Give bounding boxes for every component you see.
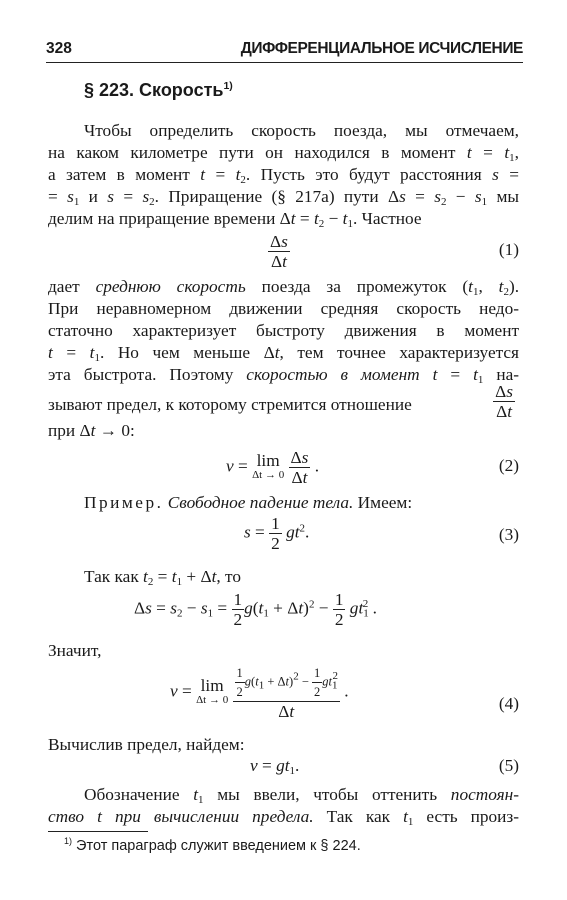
equation-3: s = $\frac{1}{2}$ $gt^2$. xyxy=(244,514,310,553)
text-line: делим на приращение времени $\Delta t = t_2 - t_1$. Частное xyxy=(48,209,422,230)
text-line: Обозначение $t_1$ мы ввели, чтобы оттенить постоян- xyxy=(84,785,520,806)
equation-number: (1) xyxy=(498,240,519,259)
text-line: ство t при вычислении предела. Так как $t_1$ есть произ- xyxy=(48,807,520,828)
text-line: дает среднюю скорость поезда за промежуток ($t_1$, $t_2$). xyxy=(48,277,520,298)
running-title: ДИФФЕРЕНЦИАЛЬНОЕ ИСЧИСЛЕНИЕ xyxy=(240,40,523,57)
text-line: Чтобы определить скорость поезда, мы отмечаем, xyxy=(84,121,519,140)
text-line: $t = t_1$. Но чем меньше Δt, тем точнее характеризуется xyxy=(48,343,519,364)
text-line: эта быстрота. Поэтому скоростью в момент $t = t_1$ на- xyxy=(48,365,520,386)
equation-5: $v = gt_1$. xyxy=(250,756,300,777)
text-line: а затем в момент $t = t_2$. Пусть это будут расстояния s = xyxy=(48,165,519,186)
section-title xyxy=(84,80,233,101)
page-number: 328 xyxy=(46,40,72,57)
text-line: статочно характеризует быстроту движения в момент xyxy=(48,321,519,340)
text-line: Пример. Свободное падение тела. Имеем: xyxy=(84,493,413,512)
text-line: при Δt → 0: xyxy=(48,421,135,440)
text-line: При неравномерном движении средняя скорость недо- xyxy=(48,299,519,318)
equation-number: (2) xyxy=(498,456,519,475)
text-line: Так как $t_2 = t_1 + \Delta t$, то xyxy=(84,567,241,588)
text-line: = $s_1$ и $s = s_2$. Приращение (§ 217а) пути $\Delta s = s_2 - s_1$ мы xyxy=(48,187,520,208)
equation-number: (3) xyxy=(498,525,519,544)
equation-number: (4) xyxy=(498,694,519,713)
equation-expansion: $\Delta s = s_2 - s_1$ = $\frac{1}{2}$ $g(t_1 + \Delta t)^2$ − $\frac{1}{2}$ $gt_1^2$ . xyxy=(134,590,377,629)
text-line: Вычислив предел, найдем: xyxy=(48,735,245,754)
footnote-rule xyxy=(48,831,148,832)
book-page: 328 ДИФФЕРЕНЦИАЛЬНОЕ ИСЧИСЛЕНИЕ § 223. Скорость$^{1)}$ Чтобы определить скорость поезда, мы отмечаем, на каком километре пути он находился в момент $t = t_1$, а затем в момент $t = t_2$. Пусть это будут расстояния s = = $s_1$ и $s = s_2$. Приращение (§ 217а) пути $\Delta s = s_2 - s_1$ мы делим на приращение времени $\Delta t = t_2 - t_1$. Частное $\frac{\Delta s}{\Delta t}$ (1) дает среднюю скорость поезда за промежуток ($t_1$, $t_2$). При неравномерном движении средняя скорость недо- статочно характеризует быстроту движения в момент $t = t_1$. Но чем меньше Δt, тем точнее характеризуется эта быстрота. Поэтому скоростью в момент $t = t_1$ на- зывают предел, к которому стремится отношение $\frac{\Delta s}{\Delta t}$ при Δt → 0: v = lim Δt → 0 $\frac{\Delta s}{\Delta t}$ . (2) Пример. Свободное падение тела. Имеем: s = $\frac{1}{2}$ $gt^2$. (3) Так как $t_2 = t_1 + \Delta t$, то $\Delta s = s_2 - s_1$ = $\frac{1}{2}$ $g(t_1 + \Delta t)^2$ − $\frac{1}{2}$ $gt_1^2$ . Значит, v = lim Δt → 0 $\frac{1}{2}$ $g(t_1 + \Delta t)^2$ − $\frac{1}{2}$ $gt_1^2$ Δt . (4) Вычислив предел, найдем: $v = gt_1$. (5) Обозначение $t_1$ мы ввели, чтобы оттенить постоян- ство t при вычислении предела. Так как $t_1$ есть произ- $^{1)}$ Этот параграф служит введением к § 224. xyxy=(46,40,523,854)
footnote: $^{1)}$ Этот параграф служит введением к § 224. xyxy=(64,836,361,854)
equation-1: $\frac{\Delta s}{\Delta t}$ xyxy=(270,232,288,271)
equation-4: v = lim Δt → 0 $\frac{1}{2}$ $g(t_1 + \Delta t)^2$ − $\frac{1}{2}$ $gt_1^2$ Δt . xyxy=(170,666,349,721)
text-line: на каком километре пути он находился в момент $t = t_1$, xyxy=(48,143,519,164)
equation-2: v = lim Δt → 0 $\frac{\Delta s}{\Delta t}$ . xyxy=(226,448,320,487)
footnote-ref: 1) xyxy=(223,80,233,92)
running-header xyxy=(46,40,523,63)
text-line: Значит, xyxy=(48,641,102,660)
section-title-text: § 223. Скорость xyxy=(84,80,224,100)
equation-number: (5) xyxy=(498,756,519,775)
